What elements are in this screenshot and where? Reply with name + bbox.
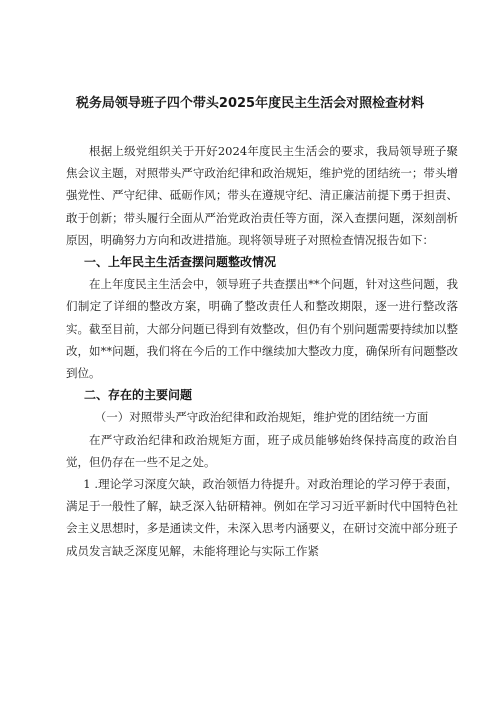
subsection-1-paragraph: 在严守政治纪律和政治规矩方面，班子成员能够始终保持高度的政治自觉，但仍存在一些不足之处。 bbox=[66, 432, 458, 469]
document-title: 税务局领导班子四个带头2025年度民主生活会对照检查材料 bbox=[75, 96, 425, 111]
section-1-paragraph: 在上年度民主生活会中，领导班子共查摆出**个问题，针对这些问题，我们制定了详细的整改方案，明确了整改责任人和整改期限，逐一进行整改落实。截至目前，大部分问题已得到有效整改，但仍有个别问题需要持续加以整改，如**问题，我们将在今后的工作中继续加大整改力度，确保所有问题整改到位。 bbox=[66, 277, 458, 381]
list-item-1: 1 .理论学习深度欠缺，政治领悟力待提升。对政治理论的学习停于表面，满足于一般性了解，缺乏深入钻研精神。例如在学习习近平新时代中国特色社会主义思想时，多是通读文件，未深入思考内涵要义，在研讨交流中部分班子成员发言缺乏深度见解，未能将理论与实际工作紧 bbox=[66, 477, 458, 558]
document-body bbox=[66, 140, 458, 562]
intro-paragraph: 根据上级党组织关于开好2024年度民主生活会的要求，我局领导班子聚焦会议主题，对照带头严守政治纪律和政治规矩，维护党的团结统一；带头增强党性、严守纪律、砥砺作风；带头在遵规守纪、清正廉洁前提下勇于担责、敢于创新；带头履行全面从严治党政治责任等方面，深入查摆问题，深刻剖析原因，明确努力方向和改进措施。现将领导班子对照检查情况报告如下： bbox=[66, 144, 458, 247]
section-heading-2: 二、存在的主要问题 bbox=[84, 388, 193, 403]
section-heading-1: 一、上年民主生活查摆问题整改情况 bbox=[84, 255, 277, 270]
subsection-heading-1: （一）对照带头严守政治纪律和政治规矩，维护党的团结统一方面 bbox=[94, 410, 429, 425]
